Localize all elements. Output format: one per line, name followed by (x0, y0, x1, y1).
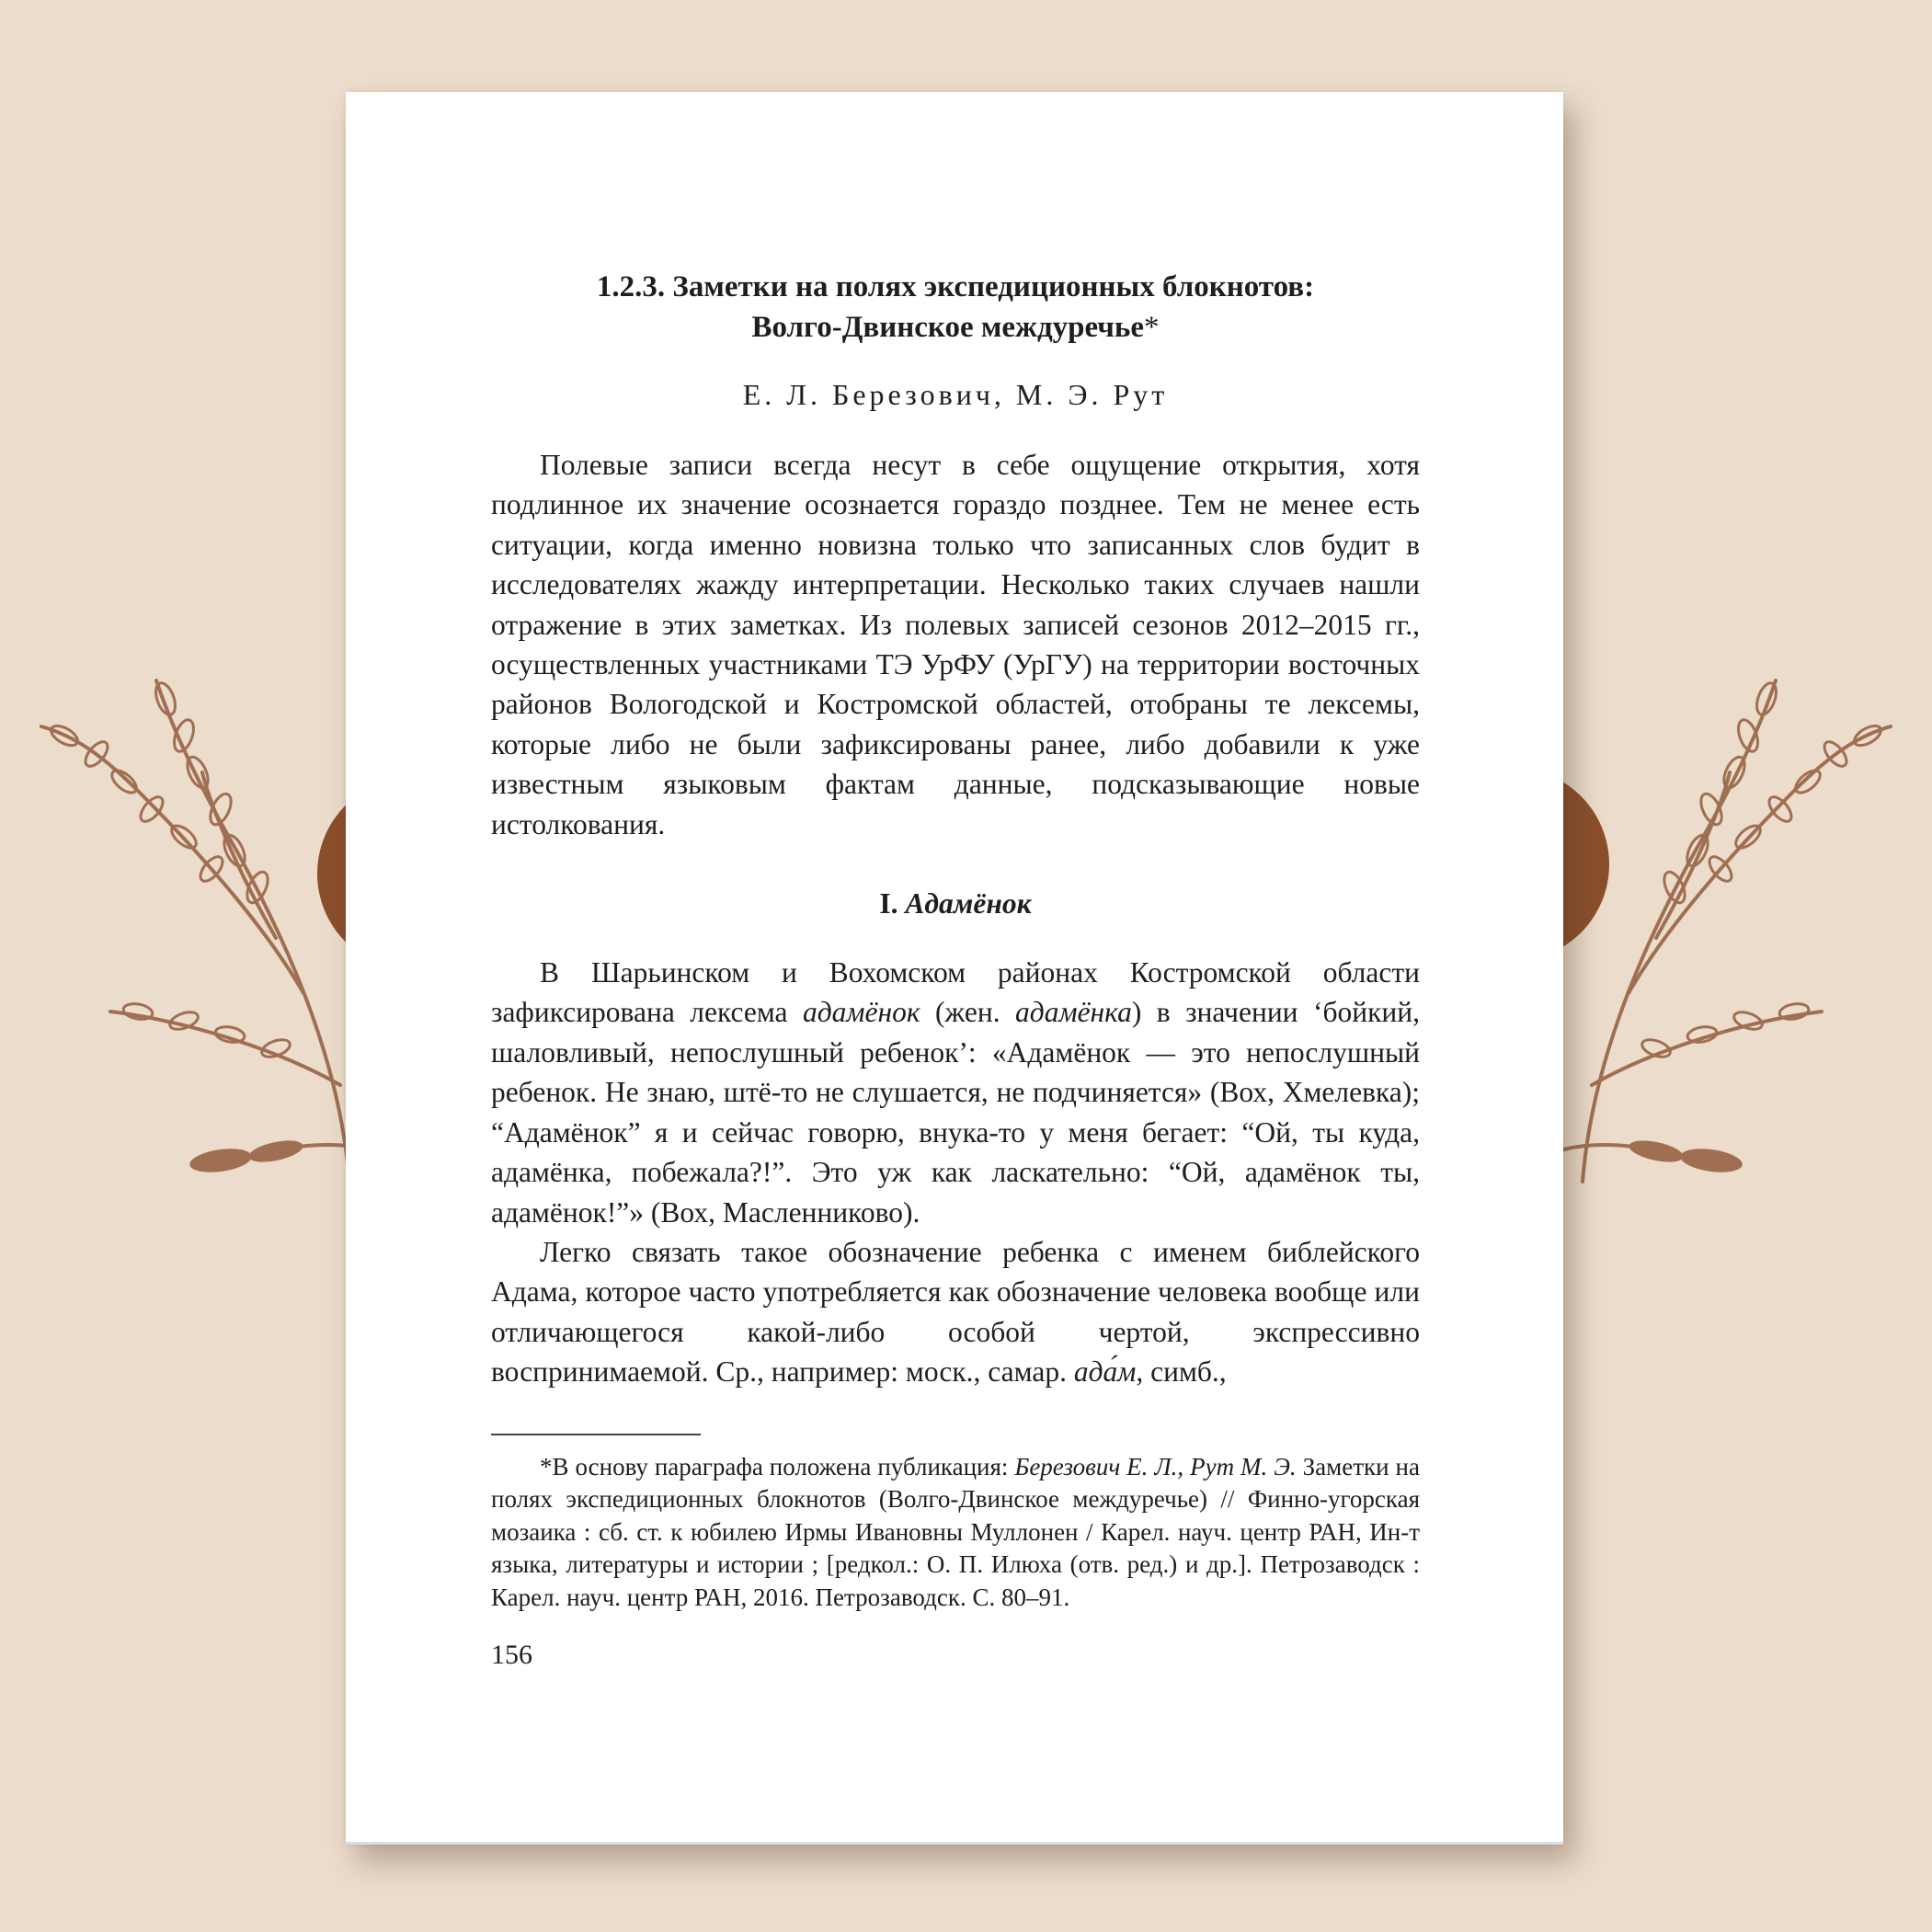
text-run: Легко связать такое обозначение ребенка с именем библейского Адама, которое часто употребляется как обозначение человека вообще или отличающегося какой-либо особой чертой, экспрессивно воспринимаемой. Ср., например: моск., самар. (491, 1235, 1420, 1389)
footnote-authors: Березович Е. Л., Рут М. Э. (1014, 1452, 1297, 1480)
footnote-text: Заметки на полях экспедиционных блокнотов (Волго-Двинское междуречье) // Финно-угорская мозаика : сб. ст. к юбилею Ирмы Ивановны Муллонен / Карел. науч. центр РАН, Ин-т языка, литературы и истории ; [редкол.: О. П. Илюха (отв. ред.) и др.]. Петрозаводск : Карел. науч. центр РАН, 2016. Петрозаводск. С. 80–91. (491, 1452, 1420, 1611)
italic-term: адамёнка (1015, 996, 1132, 1029)
title-line-1: 1.2.3. Заметки на полях экспедиционных блокнотов: (596, 270, 1315, 303)
italic-term: адамёнок (802, 996, 920, 1029)
footnote-divider (491, 1434, 701, 1435)
text-run: ) в значении ‘бойкий, шаловливый, непослушный ребенок’: «Адамёнок — это непослушный ребенок. Не знаю, штё-то не слушается, не подчиняется» (Вох, Хмелевка); “Адамёнок” я и сейчас говорю, внука-то у меня бегает: “Ой, ты куда, адамёнка, побежала?!”. Это уж как ласкательно: “Ой, адамёнок ты, адамёнок!”» (Вох, Масленниково). (491, 996, 1420, 1229)
page-title (491, 267, 1420, 348)
section-title: Адамёнок (905, 887, 1032, 920)
italic-term: ада́м (1073, 1355, 1137, 1389)
footnote-text: *В основу параграфа положена публикация: (540, 1452, 1015, 1480)
text-run: В Шарьинском и Вохомском районах Костромской области зафиксирована лексема (491, 956, 1420, 1029)
willow-branch-right-icon (1564, 680, 1891, 1182)
authors: Е. Л. Березович, М. Э. Рут (742, 378, 1169, 411)
paragraph-adam (491, 1232, 1420, 1392)
section-number: I. (879, 887, 898, 920)
document-page (346, 92, 1563, 1845)
footnote (491, 1451, 1420, 1615)
paragraph-adamenok (491, 953, 1420, 1232)
title-footnote-mark: * (1144, 311, 1160, 344)
text-run: (жен. (920, 996, 1016, 1029)
page-number: 156 (491, 1640, 532, 1671)
section-heading (491, 886, 1420, 922)
title-line-2: Волго-Двинское междуречье (751, 311, 1145, 344)
page-content (491, 267, 1420, 1672)
text-run: , симб., (1136, 1355, 1227, 1389)
intro-paragraph: Полевые записи всегда несут в себе ощущение открытия, хотя подлинное их значение осознается гораздо позднее. Тем не менее есть ситуации, когда именно новизна только что записанных слов будит в исследователях жажду интерпретации. Несколько таких случаев нашли отражение в этих заметках. Из полевых записей сезонов 2012–2015 гг., осуществленных участниками ТЭ УрФУ (УрГУ) на территории восточных районов Вологодской и Костромской областей, отобраны те лексемы, которые либо не были зафиксированы ранее, либо добавили к уже известным языковым фактам данные, подсказывающие новые истолкования. (491, 449, 1420, 840)
willow-branch-left-icon (41, 680, 368, 1182)
